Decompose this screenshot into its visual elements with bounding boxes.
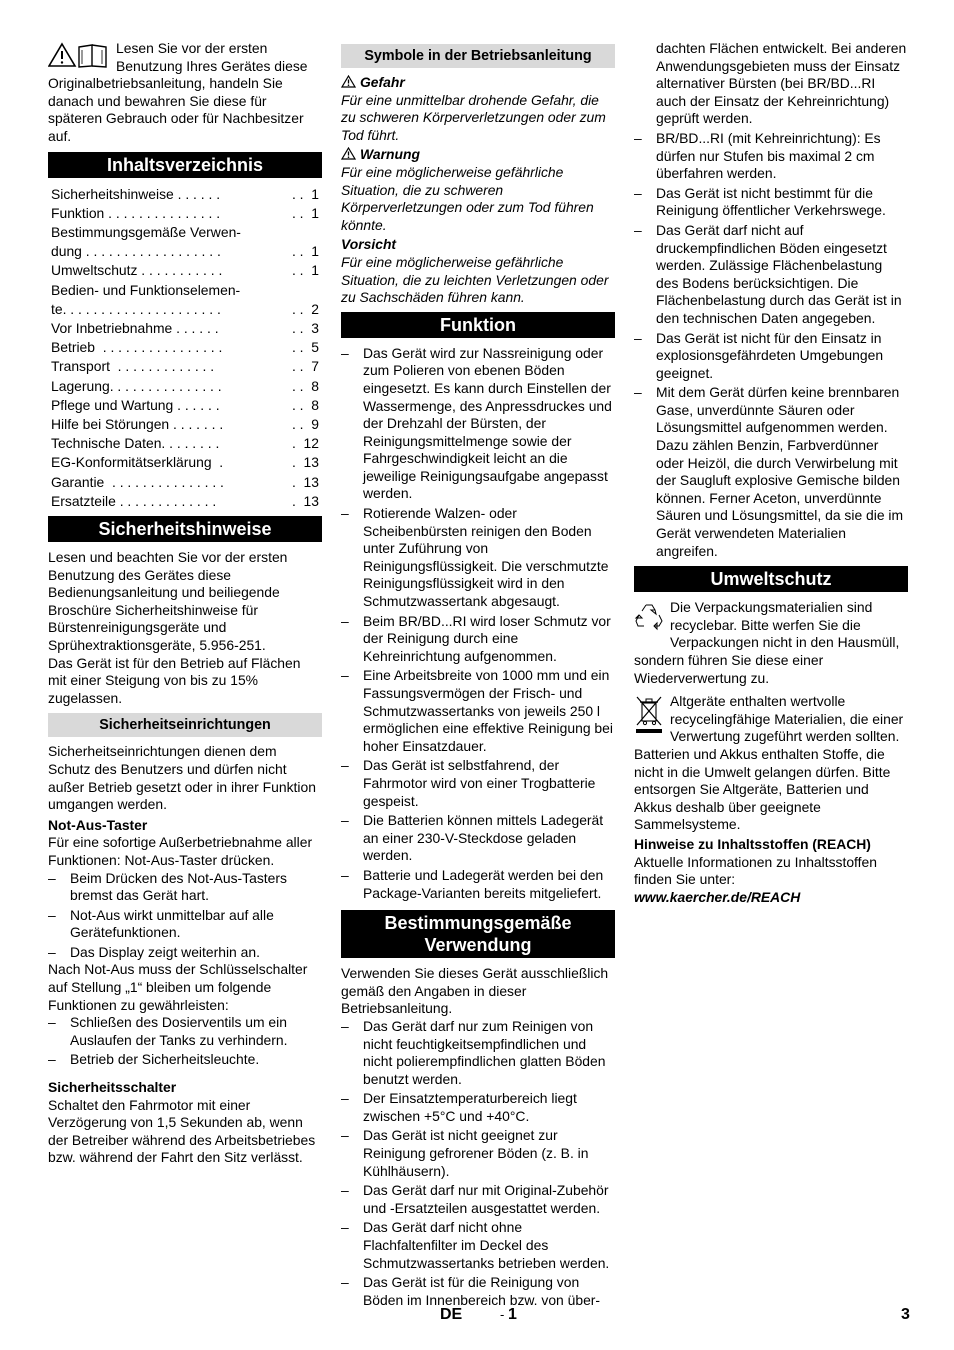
toc-page: . . 1 bbox=[291, 204, 319, 221]
recycle-icon bbox=[634, 601, 664, 636]
toc-title: te. . . . . . . . . . . . . . . . . . . . . bbox=[51, 300, 221, 317]
intended-use-list-continued bbox=[634, 130, 908, 560]
toc-page: . . 1 bbox=[291, 243, 319, 260]
toc-entry[interactable] bbox=[48, 319, 322, 338]
warning-label: Warnung bbox=[341, 146, 615, 164]
toc-title: Bestimmungsgemäße Verwen- bbox=[51, 223, 241, 240]
warning-triangle-icon bbox=[341, 75, 356, 88]
toc-page: . 13 bbox=[291, 492, 319, 509]
list-item: – BR/BD...RI (mit Kehreinrichtung): Es dürfen nur Stufen bis maximal 2 cm überfahren werden. bbox=[634, 129, 881, 182]
intended-use-heading: Bestimmungsgemäße Verwendung bbox=[341, 910, 615, 958]
list-item: – Das Gerät darf nicht ohne Flachfaltenfilter im Deckel des Schmutzwassertanks betrieben werden. bbox=[341, 1219, 610, 1271]
toc-entry[interactable] bbox=[48, 492, 322, 511]
safety-devices-heading: Sicherheitseinrichtungen bbox=[48, 713, 322, 737]
estop-paragraph-2: Nach Not-Aus muss der Schlüsselschalter auf Stellung „1“ bleiben um folgende Funktionen zu gewährleisten: bbox=[48, 961, 308, 1013]
toc-title: Bedien- und Funktionselemen- bbox=[51, 281, 241, 298]
environment-paragraph-1: Die Verpackungsmaterialien sind recyclebar. Bitte werfen Sie die Verpackungen nicht in den Hausmüll, sondern führen Sie diese einer Wiederverwertung zu. bbox=[634, 599, 900, 686]
safety-heading: Sicherheitshinweise bbox=[48, 516, 322, 542]
toc-entry[interactable] bbox=[48, 415, 322, 434]
continued-paragraph: dachten Flächen entwickelt. Bei anderen Anwendungsgebieten muss der Einsatz alternativer Bürsten (bei BR/BD...RI auch der Einsatz der Kehreinrichtung) geprüft werden. bbox=[656, 40, 907, 127]
list-item: – Das Gerät darf nur mit Original-Zubehör und -Ersatzteilen ausgestattet werden. bbox=[341, 1182, 609, 1216]
toc-title: Pflege und Wartung . . . . . . bbox=[51, 396, 220, 413]
footer-section-page: - 1 bbox=[500, 1306, 517, 1323]
list-item: – Das Gerät ist nicht geeignet zur Reinigung gefrorener Böden (z. B. in Kühlhäusern). bbox=[341, 1127, 589, 1179]
intended-use-paragraph: Verwenden Sie dieses Gerät ausschließlich gemäß den Angaben in dieser Betriebsanleitung. bbox=[341, 965, 609, 1017]
list-item: – Eine Arbeitsbreite von 1000 mm und ein Fassungsvermögen der Frisch- und Schmutzwassertanks von jeweils 250 l ermöglichen eine effektive Reinigung bei hoher Einsatzdauer. bbox=[341, 667, 613, 754]
toc-page: . 13 bbox=[291, 473, 319, 490]
estop-heading: Not-Aus-Taster bbox=[48, 816, 148, 833]
footer-language: DE bbox=[440, 1306, 463, 1323]
toc-entry[interactable] bbox=[48, 453, 322, 472]
column-right bbox=[634, 40, 908, 906]
toc-title: Technische Daten. . . . . . . . bbox=[51, 435, 220, 452]
warning-manual-icons bbox=[48, 42, 110, 73]
reach-link[interactable]: www.kaercher.de/REACH bbox=[634, 888, 801, 905]
toc-entry[interactable] bbox=[48, 338, 322, 357]
list-item: – Das Gerät ist nicht für den Einsatz in explosionsgefährdeten Umgebungen geeignet. bbox=[634, 329, 884, 381]
danger-text: Für eine unmittelbar drohende Gefahr, die zu schweren Körperverletzungen oder zum Tod führt. bbox=[341, 91, 606, 143]
list-item: – Das Display zeigt weiterhin an. bbox=[48, 943, 260, 960]
safety-switch-paragraph: Schaltet den Fahrmotor mit einer Verzögerung von 1,5 Sekunden ab, wenn der Betreiber während des Arbeitsbetriebes bzw. während der Fahrt den Sitz verlässt. bbox=[48, 1096, 316, 1166]
warning-book-icon bbox=[48, 42, 110, 68]
danger-label: Gefahr bbox=[341, 74, 615, 92]
toc-entry[interactable] bbox=[48, 223, 322, 242]
estop-list bbox=[48, 870, 322, 962]
warning-text: Für eine möglicherweise gefährliche Situation, die zu schweren Körperverletzungen oder zum Tod führen könnte. bbox=[341, 163, 594, 233]
toc-title: Umweltschutz . . . . . . . . . . . bbox=[51, 262, 223, 279]
environment-paragraph-2: Altgeräte enthalten wertvolle recycelingfähige Materialien, die einer Verwertung zugeführt werden sollten. Batterien und Akkus enthalten Stoffe, die nicht in die Umwelt gelangen dürfen. Bitte entsorgen Sie Altgeräte, Batterien und Akkus deshalb über geeignete Sammelsysteme. bbox=[634, 693, 904, 833]
toc-page: . . 5 bbox=[291, 339, 319, 356]
toc-page: . 12 bbox=[291, 435, 319, 452]
toc-entry[interactable] bbox=[48, 434, 322, 453]
estop-paragraph: Für eine sofortige Außerbetriebnahme aller Funktionen: Not-Aus-Taster drücken. bbox=[48, 834, 313, 868]
toc-title: Garantie . . . . . . . . . . . . . . . bbox=[51, 473, 224, 490]
caution-label: Vorsicht bbox=[341, 236, 397, 253]
toc-entry[interactable] bbox=[48, 281, 322, 300]
list-item: – Die Batterien können mittels Ladegerät an einer 230-V-Steckdose geladen werden. bbox=[341, 812, 604, 864]
toc-page: . 13 bbox=[291, 454, 319, 471]
toc-page: . . 3 bbox=[291, 319, 319, 336]
list-item: – Das Gerät wird zur Nassreinigung oder zum Polieren von ebenen Böden eingesetzt. Es kann durch Einstellen der Wassermenge, des Anpressdruckes und der Drehzahl der Bürsten, der Reinigungsmittelmenge sowie der Fahrgeschwindigkeit leicht an die jeweilige Reinigungsaufgabe angepasst werden. bbox=[341, 344, 612, 502]
footer-page-number: 3 bbox=[901, 1306, 910, 1323]
list-item: – Rotierende Walzen- oder Scheibenbürsten reinigen den Boden unter Zuführung von Reinigungsflüssigkeit. Die verschmutzte Reinigungsflüssigkeit wird in den Schmutzwassertank abgesaugt. bbox=[341, 505, 609, 610]
toc-page: . . 8 bbox=[291, 377, 319, 394]
toc-page: . . 1 bbox=[291, 185, 319, 202]
list-item: – Beim BR/BD...RI wird loser Schmutz vor der Reinigung durch eine Kehreinrichtung aufgenommen. bbox=[341, 612, 611, 664]
function-heading: Funktion bbox=[341, 312, 615, 338]
toc-title: Transport . . . . . . . . . . . . . bbox=[51, 358, 215, 375]
function-list bbox=[341, 345, 615, 902]
list-item: – Schließen des Dosierventils um ein Auslaufen der Tanks zu verhindern. bbox=[48, 1014, 288, 1048]
toc-page: . . 7 bbox=[291, 358, 319, 375]
toc-title: Ersatzteile . . . . . . . . . . . . . bbox=[51, 492, 217, 509]
toc-title: Betrieb . . . . . . . . . . . . . . . . bbox=[51, 339, 223, 356]
safety-devices-paragraph: Sicherheitseinrichtungen dienen dem Schutz des Benutzers und dürfen nicht außer Betrieb gesetzt oder in ihrer Funktion umgangen werden. bbox=[48, 743, 316, 813]
toc-entry[interactable] bbox=[48, 261, 322, 280]
reach-heading: Hinweise zu Inhaltsstoffen (REACH) bbox=[634, 835, 871, 852]
toc-entry[interactable] bbox=[48, 300, 322, 319]
toc-entry[interactable] bbox=[48, 204, 322, 223]
crossed-bin-icon bbox=[634, 695, 664, 740]
toc-title: Hilfe bei Störungen . . . . . . . bbox=[51, 416, 224, 432]
safety-paragraph-1: Lesen und beachten Sie vor der ersten Benutzung des Gerätes diese Bedienungsanleitung und beiliegende Broschüre Sicherheitshinweise für Bürstenreinigungsgeräte und Sprühextraktionsgeräte, 5.956-251. bbox=[48, 549, 288, 653]
intended-use-list bbox=[341, 1018, 615, 1310]
warning-triangle-icon bbox=[341, 147, 356, 160]
list-item: – Das Gerät darf nicht auf druckempfindlichen Böden eingesetzt werden. Zulässige Flächenbelastung des Bodens berücksichtigen. Die Flächenbelastung durch das Gerät ist in den technischen Daten angegeben. bbox=[634, 221, 902, 326]
list-item: – Das Gerät ist selbstfahrend, der Fahrmotor wird von einer Trogbatterie gespeist. bbox=[341, 757, 596, 809]
toc-page: . . 9 bbox=[291, 416, 319, 432]
toc-entry[interactable] bbox=[48, 473, 322, 492]
toc-entry[interactable] bbox=[48, 185, 322, 204]
toc-title: Lagerung. . . . . . . . . . . . . . . bbox=[51, 377, 222, 394]
safety-switch-heading: Sicherheitsschalter bbox=[48, 1079, 177, 1096]
list-item: – Das Gerät ist für die Reinigung von Böden im Innenbereich bzw. von über- bbox=[341, 1274, 601, 1308]
table-of-contents bbox=[48, 185, 322, 511]
toc-entry[interactable] bbox=[48, 377, 322, 396]
toc-entry[interactable] bbox=[48, 242, 322, 261]
column-middle bbox=[341, 40, 615, 1309]
environment-heading: Umweltschutz bbox=[634, 566, 908, 592]
list-item: – Batterie und Ladegerät werden bei den Package-Varianten bereits mitgeliefert. bbox=[341, 866, 604, 901]
reach-paragraph: Aktuelle Informationen zu Inhaltsstoffen finden Sie unter: bbox=[634, 853, 877, 888]
toc-title: EG-Konformitätserklärung . bbox=[51, 454, 224, 471]
safety-paragraph-2: Das Gerät ist für den Betrieb auf Flächen mit einer Steigung von bis zu 15% zugelassen. bbox=[48, 654, 301, 706]
estop-list-2 bbox=[48, 1014, 322, 1069]
toc-heading: Inhaltsverzeichnis bbox=[48, 152, 322, 178]
column-left bbox=[48, 40, 322, 1167]
symbols-heading: Symbole in der Betriebsanleitung bbox=[341, 44, 615, 68]
toc-title: Vor Inbetriebnahme . . . . . . bbox=[51, 319, 219, 336]
toc-page: . . 8 bbox=[291, 396, 319, 413]
toc-page: . . 2 bbox=[291, 300, 319, 317]
toc-title: dung . . . . . . . . . . . . . . . . . . bbox=[51, 243, 221, 260]
list-item: – Betrieb der Sicherheitsleuchte. bbox=[48, 1051, 260, 1068]
list-item: – Das Gerät darf nur zum Reinigen von nicht feuchtigkeitsempfindlichen und nicht polierempfindlichen glatten Böden benutzt werden. bbox=[341, 1017, 606, 1087]
toc-page: . . 1 bbox=[291, 262, 319, 279]
list-item: – Not-Aus wirkt unmittelbar auf alle Gerätefunktionen. bbox=[48, 906, 274, 941]
list-item: – Mit dem Gerät dürfen keine brennbaren Gase, unverdünnte Säuren oder Lösungsmittel aufgenommen werden. Dazu zählen Benzin, Farbverdünner oder Heizöl, die durch Verwirbelung mit der Saugluft explosive Gemische bilden können. Ferner Aceton, unverdünnte Säuren und Lösungsmittel, da sie die im Gerät verwendeten Materialien angreifen. bbox=[634, 384, 904, 559]
intro-paragraph: Lesen Sie vor der ersten Benutzung Ihres Gerätes diese Originalbetriebsanleitung, handeln Sie danach und bewahren Sie diese für späteren Gebrauch oder für Nachbesitzer auf. bbox=[48, 40, 308, 144]
list-item: – Das Gerät ist nicht bestimmt für die Reinigung öffentlicher Verkehrswege. bbox=[634, 184, 886, 219]
toc-title: Funktion . . . . . . . . . . . . . . . bbox=[51, 204, 221, 221]
caution-text: Für eine möglicherweise gefährliche Situation, die zu leichten Verletzungen oder zu Sachschäden führen kann. bbox=[341, 253, 609, 306]
toc-entry[interactable] bbox=[48, 357, 322, 376]
list-item: – Beim Drücken des Not-Aus-Tasters bremst das Gerät hart. bbox=[48, 869, 287, 904]
toc-title: Sicherheitshinweise . . . . . . bbox=[51, 185, 221, 202]
list-item: – Der Einsatztemperaturbereich liegt zwischen +5°C und +40°C. bbox=[341, 1090, 577, 1124]
toc-entry[interactable] bbox=[48, 396, 322, 415]
